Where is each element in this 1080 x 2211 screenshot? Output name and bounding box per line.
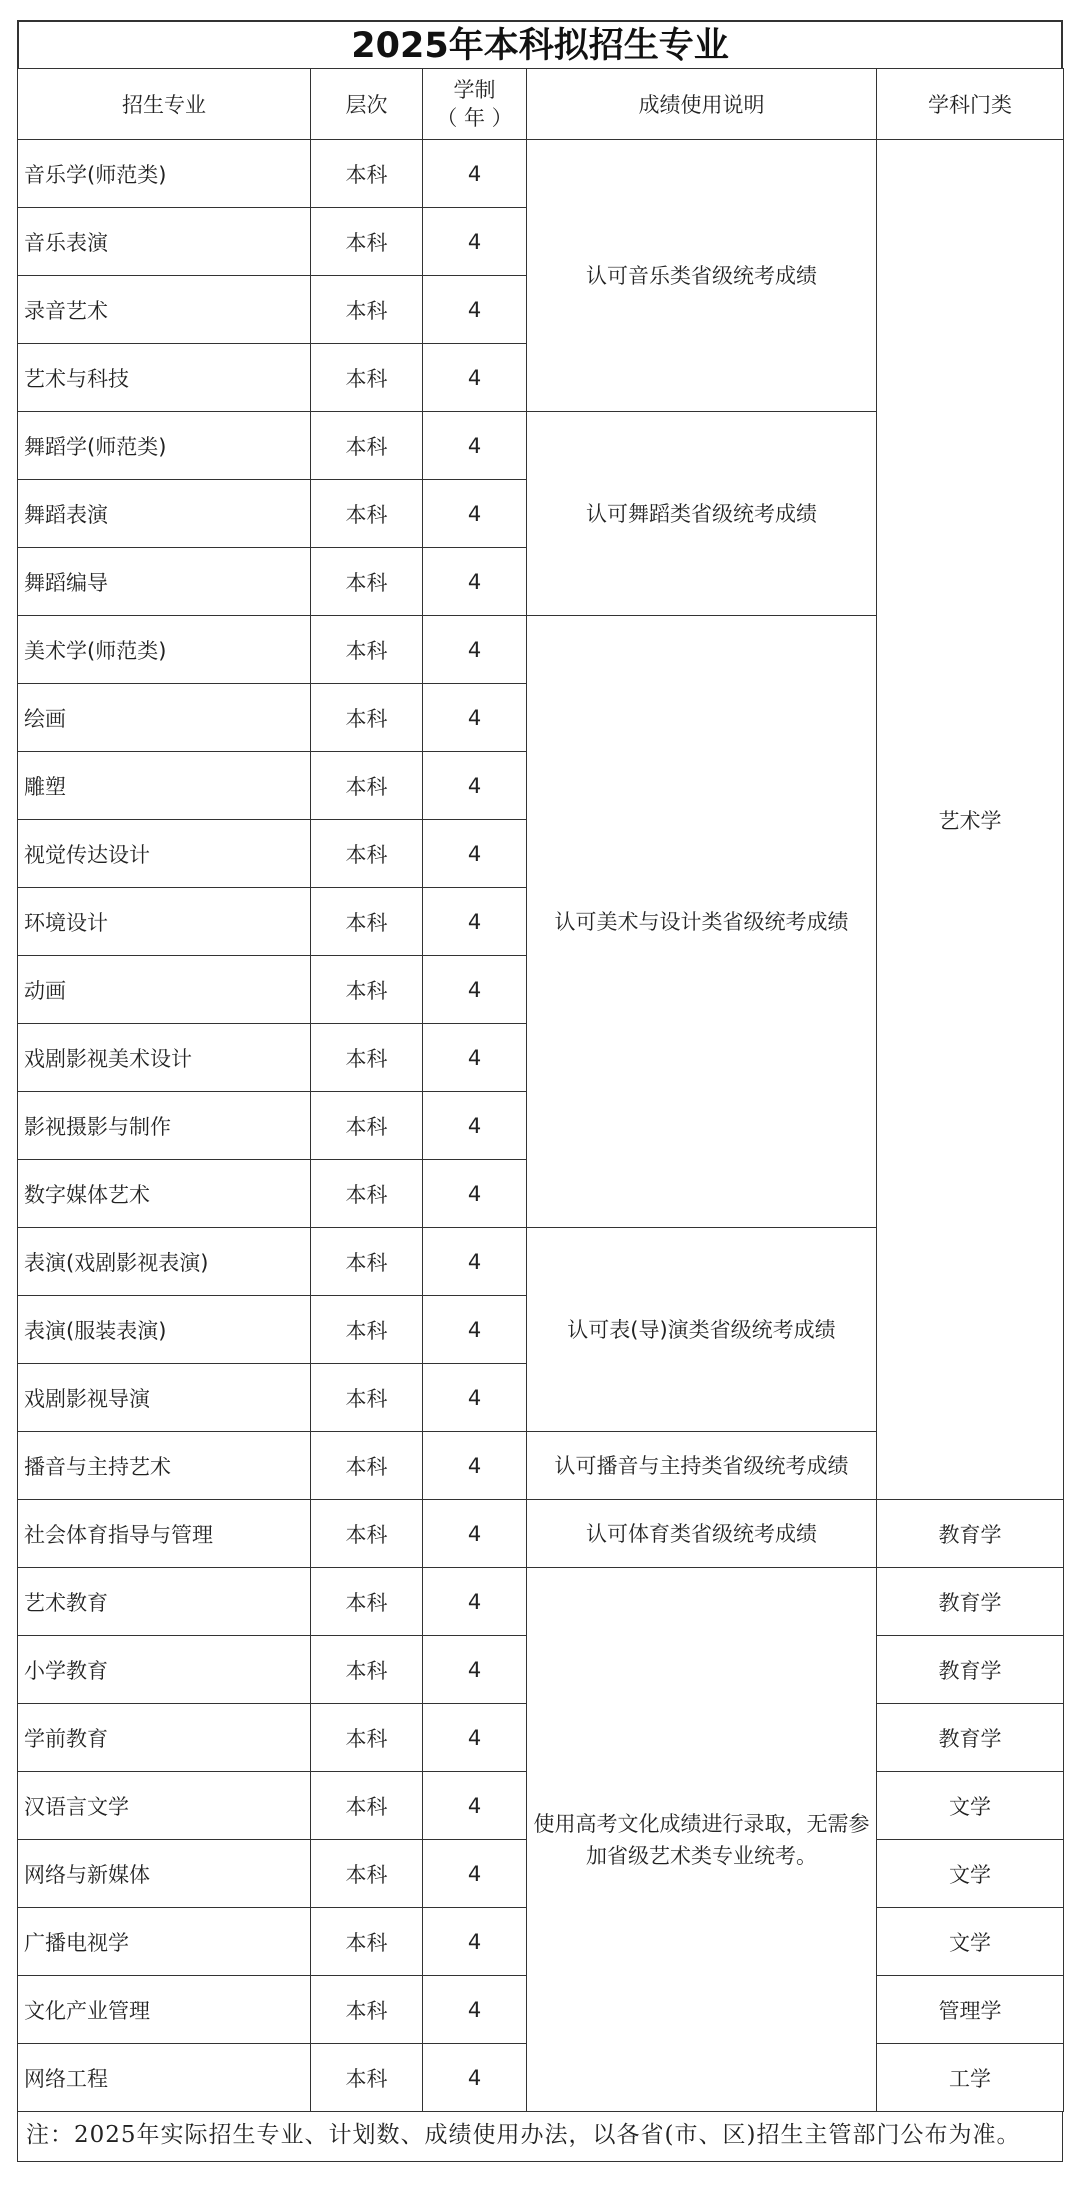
degree-level: 本科 (311, 1704, 423, 1772)
study-duration: 4 (423, 344, 527, 412)
study-duration: 4 (423, 820, 527, 888)
discipline-category: 文学 (877, 1840, 1064, 1908)
major-name: 动画 (18, 956, 311, 1024)
header-score-note: 成绩使用说明 (527, 69, 877, 140)
study-duration: 4 (423, 1636, 527, 1704)
header-duration (423, 69, 527, 140)
degree-level: 本科 (311, 1636, 423, 1704)
major-name: 社会体育指导与管理 (18, 1500, 311, 1568)
study-duration: 4 (423, 1908, 527, 1976)
study-duration: 4 (423, 208, 527, 276)
major-name: 雕塑 (18, 752, 311, 820)
study-duration: 4 (423, 956, 527, 1024)
major-name: 美术学(师范类) (18, 616, 311, 684)
study-duration: 4 (423, 1976, 527, 2044)
discipline-category: 教育学 (877, 1636, 1064, 1704)
table-row (18, 1568, 1064, 1636)
degree-level: 本科 (311, 412, 423, 480)
table-body (18, 140, 1064, 2112)
table-header-row (18, 69, 1064, 140)
discipline-category: 文学 (877, 1908, 1064, 1976)
study-duration: 4 (423, 616, 527, 684)
study-duration: 4 (423, 412, 527, 480)
degree-level: 本科 (311, 1364, 423, 1432)
major-name: 戏剧影视导演 (18, 1364, 311, 1432)
discipline-category: 教育学 (877, 1568, 1064, 1636)
major-name: 影视摄影与制作 (18, 1092, 311, 1160)
discipline-category: 教育学 (877, 1704, 1064, 1772)
degree-level: 本科 (311, 140, 423, 208)
majors-table (17, 68, 1064, 2112)
degree-level: 本科 (311, 1840, 423, 1908)
study-duration: 4 (423, 1568, 527, 1636)
major-name: 舞蹈学(师范类) (18, 412, 311, 480)
study-duration: 4 (423, 140, 527, 208)
page-title: 2025年本科拟招生专业 (17, 20, 1063, 68)
degree-level: 本科 (311, 616, 423, 684)
header-duration-line1: 学制 (453, 78, 496, 102)
study-duration: 4 (423, 1296, 527, 1364)
major-name: 舞蹈编导 (18, 548, 311, 616)
major-name: 小学教育 (18, 1636, 311, 1704)
study-duration: 4 (423, 1500, 527, 1568)
major-name: 表演(戏剧影视表演) (18, 1228, 311, 1296)
degree-level: 本科 (311, 1976, 423, 2044)
major-name: 绘画 (18, 684, 311, 752)
major-name: 艺术与科技 (18, 344, 311, 412)
header-category: 学科门类 (877, 69, 1064, 140)
major-name: 音乐学(师范类) (18, 140, 311, 208)
major-name: 网络工程 (18, 2044, 311, 2112)
study-duration: 4 (423, 1772, 527, 1840)
study-duration: 4 (423, 1092, 527, 1160)
major-name: 视觉传达设计 (18, 820, 311, 888)
score-usage-note: 认可音乐类省级统考成绩 (527, 140, 877, 412)
degree-level: 本科 (311, 888, 423, 956)
study-duration: 4 (423, 1432, 527, 1500)
discipline-category: 文学 (877, 1772, 1064, 1840)
score-usage-note: 认可表(导)演类省级统考成绩 (527, 1228, 877, 1432)
major-name: 汉语言文学 (18, 1772, 311, 1840)
footnote: 注：2025年实际招生专业、计划数、成绩使用办法，以各省(市、区)招生主管部门公布为准。 (17, 2112, 1063, 2162)
degree-level: 本科 (311, 752, 423, 820)
degree-level: 本科 (311, 1092, 423, 1160)
degree-level: 本科 (311, 684, 423, 752)
header-level: 层次 (311, 69, 423, 140)
degree-level: 本科 (311, 1432, 423, 1500)
study-duration: 4 (423, 1364, 527, 1432)
header-duration-line2: （ 年 ） (436, 106, 513, 130)
degree-level: 本科 (311, 208, 423, 276)
score-usage-note: 认可播音与主持类省级统考成绩 (527, 1432, 877, 1500)
study-duration: 4 (423, 1024, 527, 1092)
header-major: 招生专业 (18, 69, 311, 140)
degree-level: 本科 (311, 1296, 423, 1364)
major-name: 网络与新媒体 (18, 1840, 311, 1908)
study-duration: 4 (423, 752, 527, 820)
major-name: 戏剧影视美术设计 (18, 1024, 311, 1092)
degree-level: 本科 (311, 548, 423, 616)
major-name: 舞蹈表演 (18, 480, 311, 548)
major-name: 艺术教育 (18, 1568, 311, 1636)
degree-level: 本科 (311, 1908, 423, 1976)
degree-level: 本科 (311, 1772, 423, 1840)
degree-level: 本科 (311, 276, 423, 344)
study-duration: 4 (423, 1228, 527, 1296)
study-duration: 4 (423, 2044, 527, 2112)
major-name: 广播电视学 (18, 1908, 311, 1976)
degree-level: 本科 (311, 1024, 423, 1092)
table-row (18, 140, 1064, 208)
major-name: 数字媒体艺术 (18, 1160, 311, 1228)
study-duration: 4 (423, 684, 527, 752)
discipline-category: 工学 (877, 2044, 1064, 2112)
score-usage-note: 使用高考文化成绩进行录取，无需参加省级艺术类专业统考。 (527, 1568, 877, 2112)
degree-level: 本科 (311, 1228, 423, 1296)
major-name: 播音与主持艺术 (18, 1432, 311, 1500)
degree-level: 本科 (311, 956, 423, 1024)
discipline-category: 教育学 (877, 1500, 1064, 1568)
study-duration: 4 (423, 276, 527, 344)
degree-level: 本科 (311, 344, 423, 412)
major-name: 表演(服装表演) (18, 1296, 311, 1364)
discipline-category: 管理学 (877, 1976, 1064, 2044)
degree-level: 本科 (311, 1568, 423, 1636)
study-duration: 4 (423, 1160, 527, 1228)
major-name: 录音艺术 (18, 276, 311, 344)
major-name: 音乐表演 (18, 208, 311, 276)
major-name: 文化产业管理 (18, 1976, 311, 2044)
score-usage-note: 认可体育类省级统考成绩 (527, 1500, 877, 1568)
table-row (18, 1500, 1064, 1568)
degree-level: 本科 (311, 2044, 423, 2112)
degree-level: 本科 (311, 1160, 423, 1228)
study-duration: 4 (423, 480, 527, 548)
major-name: 环境设计 (18, 888, 311, 956)
major-name: 学前教育 (18, 1704, 311, 1772)
study-duration: 4 (423, 888, 527, 956)
degree-level: 本科 (311, 1500, 423, 1568)
study-duration: 4 (423, 1704, 527, 1772)
score-usage-note: 认可美术与设计类省级统考成绩 (527, 616, 877, 1228)
degree-level: 本科 (311, 820, 423, 888)
score-usage-note: 认可舞蹈类省级统考成绩 (527, 412, 877, 616)
study-duration: 4 (423, 1840, 527, 1908)
discipline-category: 艺术学 (877, 140, 1064, 1500)
study-duration: 4 (423, 548, 527, 616)
degree-level: 本科 (311, 480, 423, 548)
admissions-document (17, 20, 1063, 2162)
